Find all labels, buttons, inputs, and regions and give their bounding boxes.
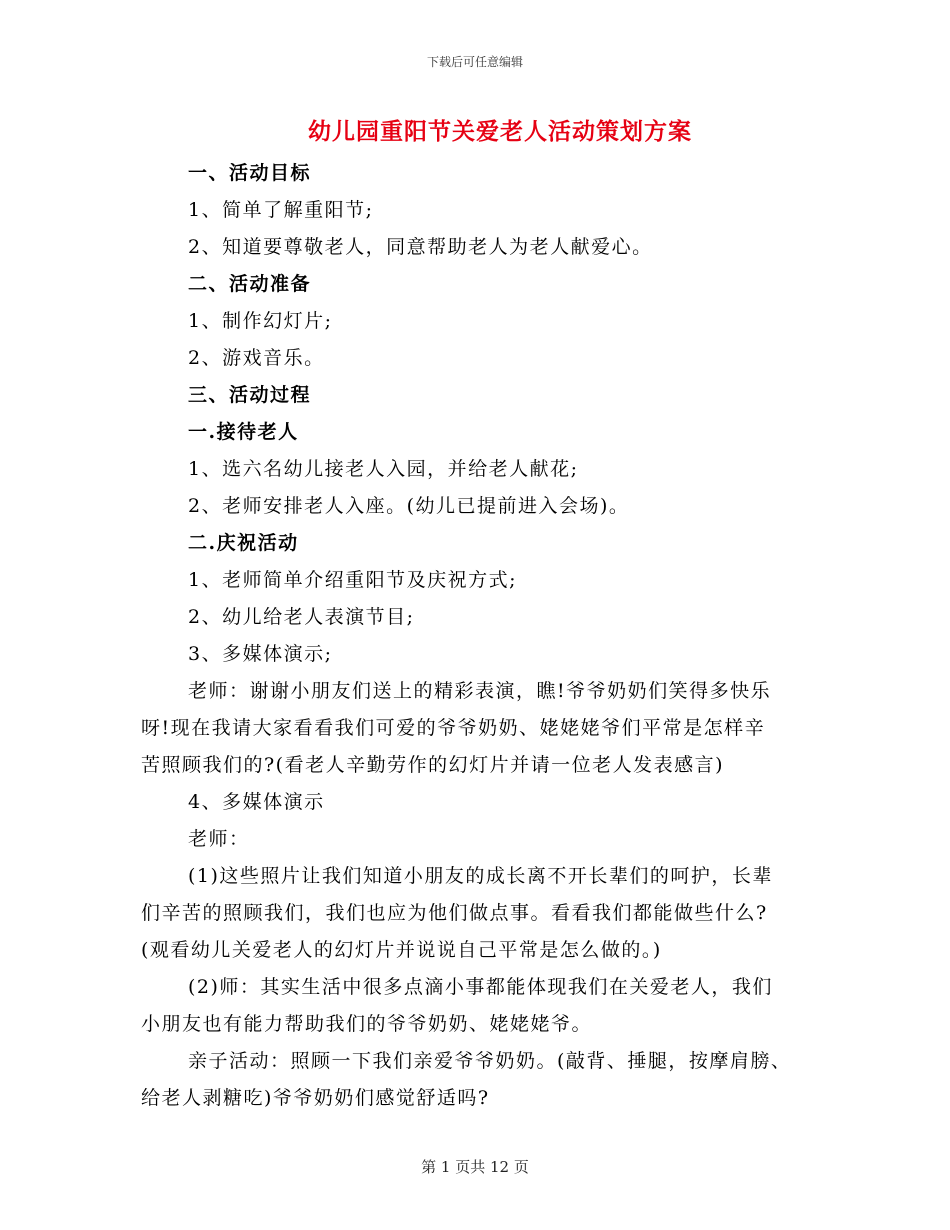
paragraph-line: 1、选六名幼儿接老人入园，并给老人献花; [188, 458, 579, 480]
section-heading-1: 一、活动目标 [188, 162, 312, 184]
paragraph-line: 2、老师安排老人入座。(幼儿已提前进入会场)。 [188, 495, 630, 517]
paragraph-line: 苦照顾我们的?(看老人辛勤劳作的幻灯片并请一位老人发表感言) [141, 754, 725, 776]
paragraph-line: (观看幼儿关爱老人的幻灯片并说说自己平常是怎么做的。) [141, 939, 662, 961]
paragraph-line: 2、游戏音乐。 [188, 347, 325, 369]
subsection-heading-1: 一.接待老人 [188, 421, 299, 443]
paragraph-line: (2)师：其实生活中很多点滴小事都能体现我们在关爱老人，我们 [188, 976, 773, 998]
section-heading-2: 二、活动准备 [188, 273, 312, 295]
paragraph-line: 老师： [188, 828, 250, 850]
page-header: 下载后可任意编辑 [426, 55, 523, 69]
subsection-heading-2: 二.庆祝活动 [188, 532, 299, 554]
page-footer: 第 1 页共 12 页 [421, 1158, 529, 1176]
paragraph-line: 2、知道要尊敬老人，同意帮助老人为老人献爱心。 [188, 236, 653, 258]
paragraph-line: 1、制作幻灯片; [188, 310, 333, 332]
paragraph-line: 小朋友也有能力帮助我们的爷爷奶奶、姥姥姥爷。 [141, 1013, 593, 1035]
paragraph-line: 亲子活动：照顾一下我们亲爱爷爷奶奶。(敲背、捶腿，按摩肩膀、 [188, 1050, 792, 1072]
paragraph-line: 3、多媒体演示; [188, 643, 333, 665]
paragraph-line: 给老人剥糖吃)爷爷奶奶们感觉舒适吗? [141, 1087, 490, 1109]
paragraph-line: 呀!现在我请大家看看我们可爱的爷爷奶奶、姥姥姥爷们平常是怎样辛 [141, 717, 766, 739]
paragraph-line: 们辛苦的照顾我们，我们也应为他们做点事。看看我们都能做些什么? [141, 902, 768, 924]
paragraph-line: 1、老师简单介绍重阳节及庆祝方式; [188, 569, 517, 591]
paragraph-line: (1)这些照片让我们知道小朋友的成长离不开长辈们的呵护，长辈 [188, 865, 773, 887]
section-heading-3: 三、活动过程 [188, 384, 312, 406]
paragraph-line: 老师：谢谢小朋友们送上的精彩表演，瞧!爷爷奶奶们笑得多快乐 [188, 680, 772, 702]
document-title: 幼儿园重阳节关爱老人活动策划方案 [308, 118, 692, 145]
paragraph-line: 1、简单了解重阳节; [188, 199, 374, 221]
paragraph-line: 4、多媒体演示 [188, 791, 325, 813]
paragraph-line: 2、幼儿给老人表演节目; [188, 606, 415, 628]
